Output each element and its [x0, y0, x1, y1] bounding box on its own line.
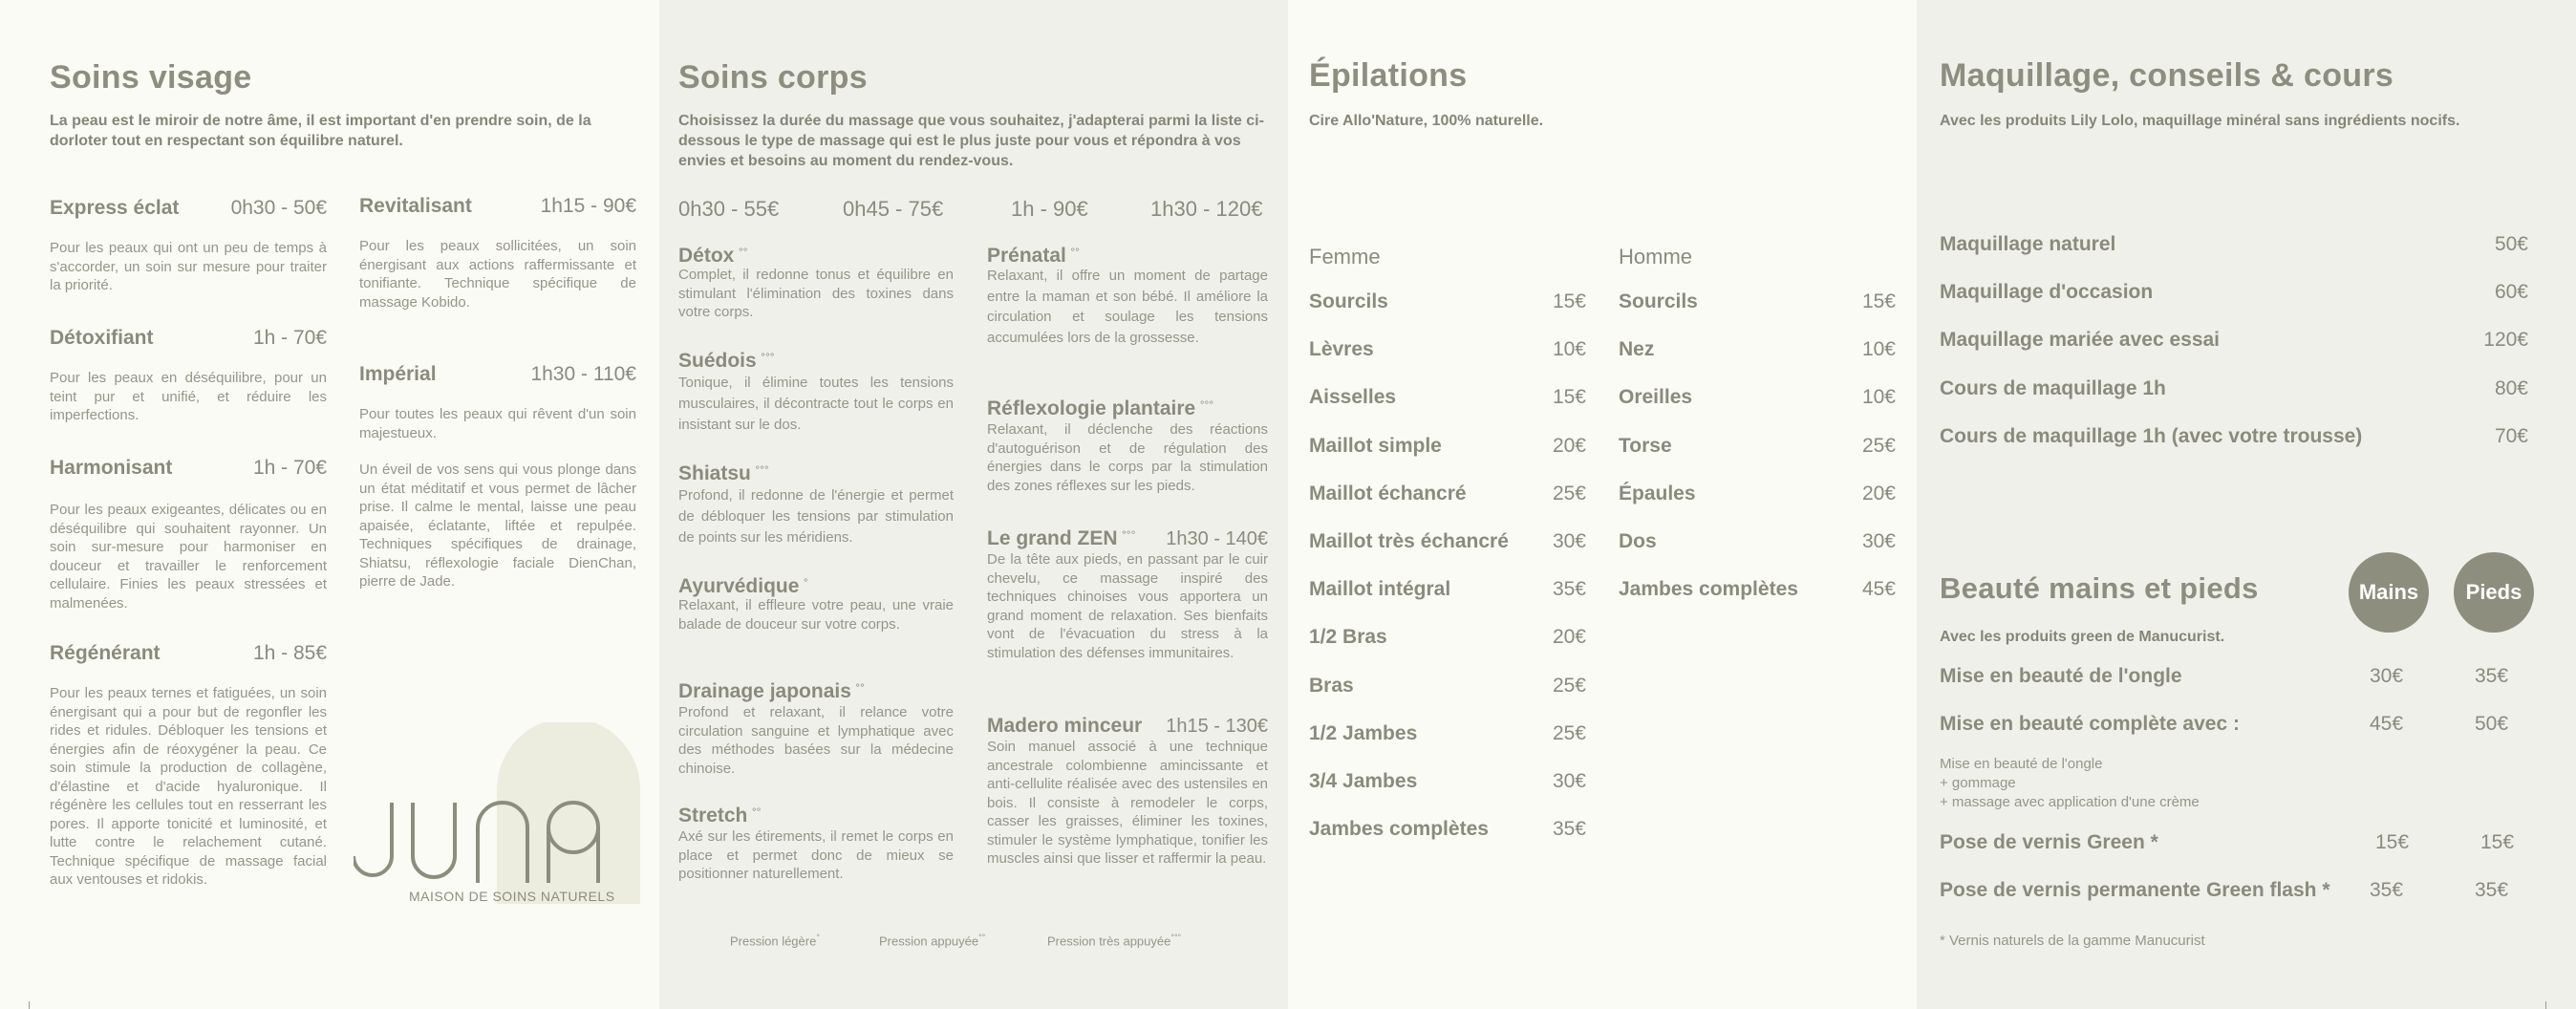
price-row [1309, 578, 1586, 601]
corps-item: Suédois °°° [678, 350, 775, 372]
item-name: Bras [1309, 674, 1354, 697]
price-row [1309, 290, 1586, 313]
price-row [1619, 386, 1896, 409]
corps-duration: 0h45 - 75€ [843, 197, 944, 221]
corps-duration: 0h30 - 55€ [678, 197, 780, 221]
item-price: 20€ [1552, 626, 1586, 649]
visage-intro: La peau est le miroir de notre âme, il est important d'en prendre soin, de la dorloter tout en respectant son équilibre naturel. [50, 113, 591, 149]
item-price: 35€ [1552, 578, 1586, 601]
price-row [1619, 338, 1896, 361]
item-price: 70€ [2494, 424, 2528, 447]
corps-desc: Profond et relaxant, il relance votre circulation sanguine et lymphatique avec des méthodes basées sur la médecine chinoise. [678, 704, 954, 777]
item-price: 25€ [1552, 674, 1586, 697]
item-name: Oreilles [1619, 386, 1693, 409]
item-name: Nez [1619, 338, 1655, 361]
item-price: 80€ [2494, 376, 2528, 399]
price-row [1309, 435, 1586, 458]
beaute-price-pieds: 15€ [2480, 831, 2515, 853]
item-price: 20€ [1861, 482, 1896, 504]
price-row [1309, 722, 1586, 745]
item-name: Maillot simple [1309, 434, 1442, 457]
price-row [1940, 377, 2528, 400]
price-row [1309, 483, 1586, 505]
visage-title: Soins visage [50, 59, 252, 96]
beaute-price-pieds: 35€ [2475, 879, 2509, 901]
price-row [1309, 770, 1586, 793]
corps-item: Réflexologie plantaire °°° [987, 397, 1214, 419]
corps-item: Prénatal °° [987, 245, 1080, 267]
price-row [1619, 435, 1896, 458]
visage-item: Régénérant 1h - 85€ [50, 642, 327, 664]
item-name: 1/2 Bras [1309, 626, 1387, 649]
visage-item: Impérial 1h30 - 110€ [359, 363, 636, 385]
item-price: 30€ [1552, 770, 1586, 792]
panel-epilations [1288, 0, 1917, 1009]
price-row [1619, 483, 1896, 505]
visage-item: Revitalisant 1h15 - 90€ [359, 195, 636, 217]
corps-item: Drainage japonais °° [678, 680, 865, 702]
price-row [1940, 281, 2528, 304]
price-row [1309, 818, 1586, 841]
panel-soins-visage [0, 0, 659, 1009]
price-row [1619, 530, 1896, 553]
visage-item: Détoxifiant 1h - 70€ [50, 327, 327, 349]
item-name: Jambes complètes [1309, 818, 1489, 841]
item-name: Cours de maquillage 1h [1940, 376, 2166, 399]
price-row [1309, 675, 1586, 698]
item-price: 35€ [1552, 818, 1586, 841]
beaute-intro: Avec les produits green de Manucurist. [1940, 629, 2225, 645]
item-price: 15€ [1861, 290, 1896, 312]
price-row [1619, 290, 1896, 313]
item-price: 10€ [1861, 338, 1896, 361]
item-name: Sourcils [1309, 290, 1388, 312]
item-name: Épaules [1619, 482, 1696, 504]
beaute-title: Beauté mains et pieds [1940, 571, 2259, 605]
item-name: Sourcils [1619, 290, 1698, 312]
crop-mark [2545, 1001, 2546, 1009]
corps-desc: Soin manuel associé à une technique ancestrale colombienne amincissante et anti-cellulite réalisée avec des ustensiles en bois. Il consiste à remodeler le corps, casser les graisses, éliminer les toxines, stimuler le système lymphatique, tonifier les muscles ainsi que lisser et raffermir la peau. [987, 739, 1268, 867]
item-price: 20€ [1552, 434, 1586, 457]
item-name: Dos [1619, 530, 1657, 552]
maquillage-intro: Avec les produits Lily Lolo, maquillage minéral sans ingrédients nocifs. [1940, 113, 2460, 129]
price-row [1619, 578, 1896, 601]
price-row [1940, 329, 2528, 352]
item-price: 25€ [1861, 434, 1896, 457]
visage-desc: Pour toutes les peaux qui rêvent d'un soin majestueux. [359, 406, 636, 441]
item-price: 60€ [2494, 281, 2528, 304]
beaute-footnote: * Vernis naturels de la gamme Manucurist [1940, 933, 2205, 949]
item-name: Lèvres [1309, 338, 1374, 361]
beaute-price-mains: 35€ [2370, 879, 2404, 901]
item-name: 3/4 Jambes [1309, 770, 1418, 792]
pressure-legend: Pression légère° [730, 933, 820, 949]
corps-intro: Choisissez la durée du massage que vous souhaitez, j'adapterai parmi la liste ci-dessous le type de massage qui est le plus juste pour vous et répondra à vos envies et besoins au moment du rendez-vous. [678, 113, 1264, 169]
corps-duration: 1h - 90€ [1011, 197, 1088, 221]
visage-desc: Pour les peaux exigeantes, délicates ou en déséquilibre qui souhaitent rayonner. Un soin sur-mesure pour harmoniser en douceur et travailler le renforcement cellulaire. Finies les peaux stressées et malmenées. [50, 502, 327, 612]
visage-desc: Pour les peaux sollicitées, un soin énergisant aux actions raffermissante et tonifiante. Technique spécifique de massage Kobido. [359, 238, 636, 311]
item-price: 30€ [1552, 530, 1586, 552]
item-name: 1/2 Jambes [1309, 721, 1418, 744]
item-name: Maillot intégral [1309, 578, 1451, 601]
pieds-badge: Pieds [2454, 552, 2534, 633]
corps-item: Le grand ZEN °°° 1h30 - 140€ [987, 527, 1268, 549]
panel-soins-corps [659, 0, 1288, 1009]
epilations-title: Épilations [1309, 57, 1468, 94]
femme-title: Femme [1309, 245, 1381, 268]
price-row [1940, 233, 2528, 256]
pressure-legend: Pression appuyée°° [879, 933, 986, 949]
item-name: Maillot échancré [1309, 482, 1467, 504]
visage-desc: Pour les peaux ternes et fatiguées, un soin énergisant qui a pour but de regonfler les rides et ridules. Débloquer les tensions et énergies afin de réoxygéner la peau. Ce soin stimule la production de collagène, d'élastine et d'acide hyaluronique. Il régénère les cellules tout en resserrant les pores. Il apporte tonicité et luminosité, et lutte contre le relachement cutané. Technique spécifique de massage facial aux ventouses et ridokis. [50, 685, 327, 888]
pressure-legend: Pression très appuyée°°° [1047, 933, 1182, 949]
corps-desc: Tonique, il élimine toutes les tensions musculaires, il décontracte tout le corps en insistant sur le dos. [678, 375, 954, 433]
beaute-price-pieds: 50€ [2475, 713, 2509, 735]
corps-desc: Profond, il redonne de l'énergie et permet de débloquer les tensions par stimulation de points sur les méridiens. [678, 487, 954, 546]
homme-title: Homme [1619, 245, 1693, 268]
visage-desc: Un éveil de vos sens qui vous plonge dans un état méditatif et vous permet de lâcher prise. Il calme le mental, laisse une peau apaisée, éclatante, liftée et repulpée. Techniques spécifiques de drainage, Shiatsu, réflexologie faciale DienChan, pierre de Jade. [359, 462, 636, 590]
item-price: 15€ [1552, 290, 1586, 312]
beaute-details: Mise en beauté de l'ongle + gommage + massage avec application d'une crème [1940, 756, 2200, 810]
corps-title: Soins corps [678, 59, 868, 96]
visage-desc: Pour les peaux en déséquilibre, pour un teint pur et unifié, et réduire les imperfections. [50, 370, 327, 423]
corps-desc: Axé sur les étirements, il remet le corps en place et permet donc de mieux se positionner naturellement. [678, 828, 954, 882]
price-row [1940, 425, 2528, 448]
price-row [1309, 530, 1586, 553]
beaute-item: Mise en beauté complète avec : [1940, 713, 2240, 735]
corps-duration: 1h30 - 120€ [1150, 197, 1263, 221]
item-price: 25€ [1552, 482, 1586, 504]
corps-item: Shiatsu °°° [678, 462, 769, 484]
item-price: 45€ [1861, 578, 1896, 601]
maquillage-title: Maquillage, conseils & cours [1940, 57, 2394, 94]
beaute-price-mains: 45€ [2370, 713, 2404, 735]
corps-item: Madero minceur 1h15 - 130€ [987, 715, 1268, 737]
corps-desc: Complet, il redonne tonus et équilibre en stimulant l'élimination des toxines dans votre corps. [678, 267, 954, 320]
visage-item: Harmonisant 1h - 70€ [50, 457, 327, 479]
item-price: 25€ [1552, 721, 1586, 744]
visage-desc: Pour les peaux qui ont un peu de temps à s'accorder, un soin sur mesure pour traiter la priorité. [50, 240, 327, 293]
beaute-item: Pose de vernis Green * [1940, 831, 2158, 853]
crop-mark [29, 1001, 30, 1009]
item-price: 50€ [2494, 233, 2528, 255]
juna-logo-mark [354, 722, 640, 910]
item-price: 15€ [1552, 386, 1586, 409]
corps-desc: De la tête aux pieds, en passant par le cuir chevelu, ce massage inspiré des techniques chinoises vous apportera un grand moment de relaxation. Ses bienfaits vont de l'évacuation du stress à la stimulation des défenses immunitaires. [987, 551, 1268, 661]
item-name: Torse [1619, 434, 1672, 457]
epilations-intro: Cire Allo'Nature, 100% naturelle. [1309, 113, 1544, 129]
beaute-item: Pose de vernis permanente Green flash * [1940, 879, 2330, 901]
beaute-price-mains: 30€ [2370, 665, 2404, 687]
item-price: 10€ [1552, 338, 1586, 361]
corps-item: Ayurvédique ° [678, 575, 808, 597]
item-name: Cours de maquillage 1h (avec votre trousse) [1940, 424, 2363, 447]
corps-desc: Relaxant, il offre un moment de partage entre la maman et son bébé. Il améliore la circulation et soulage les tensions accumulées lors de la grossesse. [987, 268, 1268, 346]
item-name: Jambes complètes [1619, 578, 1798, 601]
visage-item: Express éclat 0h30 - 50€ [50, 197, 327, 219]
corps-desc: Relaxant, il effleure votre peau, une vraie balade de douceur sur votre corps. [678, 597, 954, 633]
item-price: 120€ [2483, 329, 2528, 352]
price-row [1309, 386, 1586, 409]
mains-badge: Mains [2349, 552, 2429, 633]
corps-item: Détox °° [678, 245, 748, 267]
item-name: Maquillage naturel [1940, 233, 2116, 255]
item-name: Maquillage d'occasion [1940, 281, 2154, 304]
item-name: Maillot très échancré [1309, 530, 1509, 552]
beaute-price-pieds: 35€ [2475, 665, 2509, 687]
price-row [1309, 626, 1586, 649]
beaute-item: Mise en beauté de l'ongle [1940, 665, 2182, 687]
panel-maquillage [1917, 0, 2576, 1009]
item-name: Aisselles [1309, 386, 1397, 409]
corps-item: Stretch °° [678, 805, 762, 827]
corps-desc: Relaxant, il déclenche des réactions d'autoguérison et de régulation des énergies dans le corps par la stimulation des zones réflexes sur les pieds. [987, 421, 1268, 494]
item-price: 10€ [1861, 386, 1896, 409]
item-name: Maquillage mariée avec essai [1940, 329, 2221, 352]
price-row [1309, 338, 1586, 361]
item-price: 30€ [1861, 530, 1896, 552]
beaute-price-mains: 15€ [2375, 831, 2410, 853]
juna-logo [354, 722, 640, 910]
logo-tagline: MAISON DE SOINS NATURELS [409, 889, 615, 904]
